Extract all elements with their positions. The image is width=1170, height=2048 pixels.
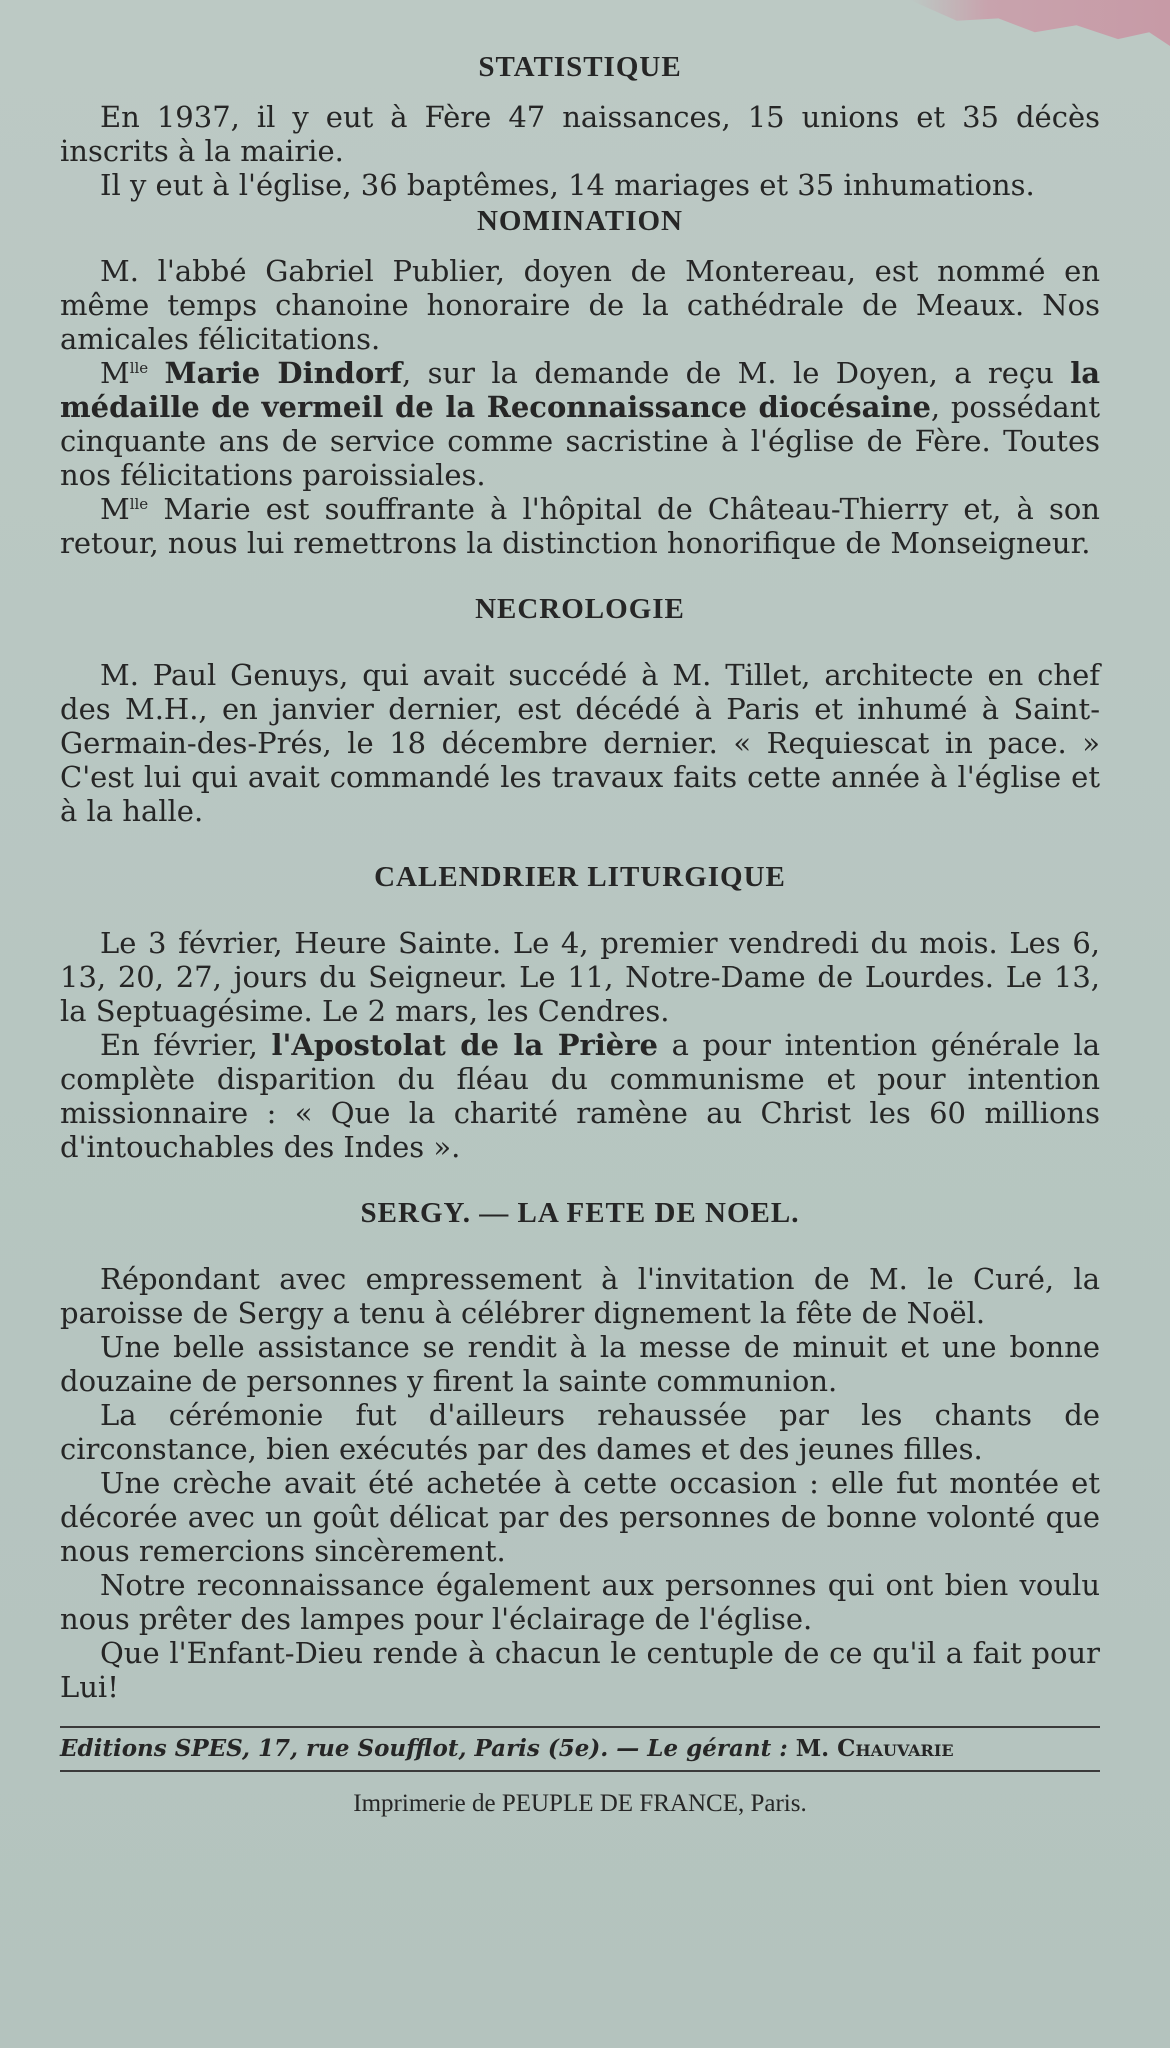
sergy-paragraph-5: Notre reconnaissance également aux personnes qui ont bien voulu nous prêter des lampes pour l'éclairage de l'église. xyxy=(60,1568,1100,1636)
statistique-paragraph-2: Il y eut à l'église, 36 baptêmes, 14 mariages et 35 inhumations. xyxy=(100,168,1035,202)
sergy-paragraph-2: Une belle assistance se rendit à la messe de minuit et une bonne douzaine de personnes y firent la sainte communion. xyxy=(60,1330,1100,1398)
calendrier-paragraph-2 xyxy=(60,1028,1100,1164)
calendrier-text-end: a pour intention générale la complète disparition du fléau du communisme et pour intention missionnaire : « Que la charité ramène au Christ les 60 millions d'intouchables des Indes ». xyxy=(60,1028,1101,1164)
publisher-line xyxy=(60,1728,1100,1770)
calendrier-text-start: En février, xyxy=(100,1028,272,1062)
sergy-paragraph-6: Que l'Enfant-Dieu rende à chacun le centuple de ce qu'il a fait pour Lui! xyxy=(60,1636,1100,1704)
apostolat-name: l'Apostolat de la Prière xyxy=(271,1028,658,1062)
nomination-paragraph-3 xyxy=(60,492,1100,560)
title-abbrev: M xyxy=(100,356,130,390)
publisher-text: Editions SPES, 17, rue Soufflot, Paris (5e). — Le gérant : xyxy=(60,1735,796,1762)
necrologie-paragraph-1: M. Paul Genuys, qui avait succédé à M. Tillet, architecte en chef des M.H., en janvier dernier, est décédé à Paris et inhumé à Saint-Germain-des-Prés, le 18 décembre dernier. « Requiescat in pace. » C'est lui qui avait commandé les travaux faits cette année à l'église et à la halle. xyxy=(60,658,1100,828)
medal-name: la médaille de vermeil de la Reconnaissance diocésaine xyxy=(60,356,1101,424)
nomination-paragraph-1: M. l'abbé Gabriel Publier, doyen de Montereau, est nommé en même temps chanoine honoraire de la cathédrale de Meaux. Nos amicales félicitations. xyxy=(60,254,1100,356)
nomination-paragraph-2 xyxy=(60,356,1100,492)
heading-sergy: SERGY. — LA FETE DE NOEL. xyxy=(360,1197,800,1229)
statistique-paragraph-1: En 1937, il y eut à Fère 47 naissances, 15 unions et 35 décès inscrits à la mairie. xyxy=(60,100,1100,168)
printer-line: Imprimerie de PEUPLE DE FRANCE, Paris. xyxy=(353,1790,807,1817)
title-abbrev-sup: lle xyxy=(129,495,149,513)
heading-necrologie: NECROLOGIE xyxy=(475,593,685,625)
heading-calendrier: CALENDRIER LITURGIQUE xyxy=(374,861,786,893)
sergy-paragraph-4: Une crèche avait été achetée à cette occasion : elle fut montée et décorée avec un goût délicat par des personnes de bonne volonté que nous remercions sincèrement. xyxy=(60,1466,1100,1568)
sergy-paragraph-1: Répondant avec empressement à l'invitation de M. le Curé, la paroisse de Sergy a tenu à célébrer dignement la fête de Noël. xyxy=(60,1262,1100,1330)
heading-statistique: STATISTIQUE xyxy=(478,51,682,83)
calendrier-paragraph-1: Le 3 février, Heure Sainte. Le 4, premier vendredi du mois. Les 6, 13, 20, 27, jours du Seigneur. Le 11, Notre-Dame de Lourdes. Le 13, la Septuagésime. Le 2 mars, les Cendres. xyxy=(60,926,1100,1028)
nomination-text-end: , possédant cinquante ans de service comme sacristine à l'église de Fère. Toutes nos félicitations paroissiales. xyxy=(60,390,1100,492)
nomination-text-3: Marie est souffrante à l'hôpital de Château-Thierry et, à son retour, nous lui remettrons la distinction honorifique de Monseigneur. xyxy=(60,492,1100,560)
bulletin-content xyxy=(60,48,1100,1820)
sergy-paragraph-3: La cérémonie fut d'ailleurs rehaussée par les chants de circonstance, bien exécutés par des dames et des jeunes filles. xyxy=(60,1398,1100,1466)
manager-name: M. Chauvarie xyxy=(795,1735,954,1762)
torn-corner xyxy=(910,0,1170,46)
title-abbrev-sup: lle xyxy=(129,359,149,377)
nomination-text-mid: , sur la demande de M. le Doyen, a reçu xyxy=(402,356,1071,390)
title-abbrev: M xyxy=(100,492,130,526)
heading-nomination: NOMINATION xyxy=(476,205,684,237)
sacristine-name: Marie Dindorf xyxy=(164,356,403,390)
